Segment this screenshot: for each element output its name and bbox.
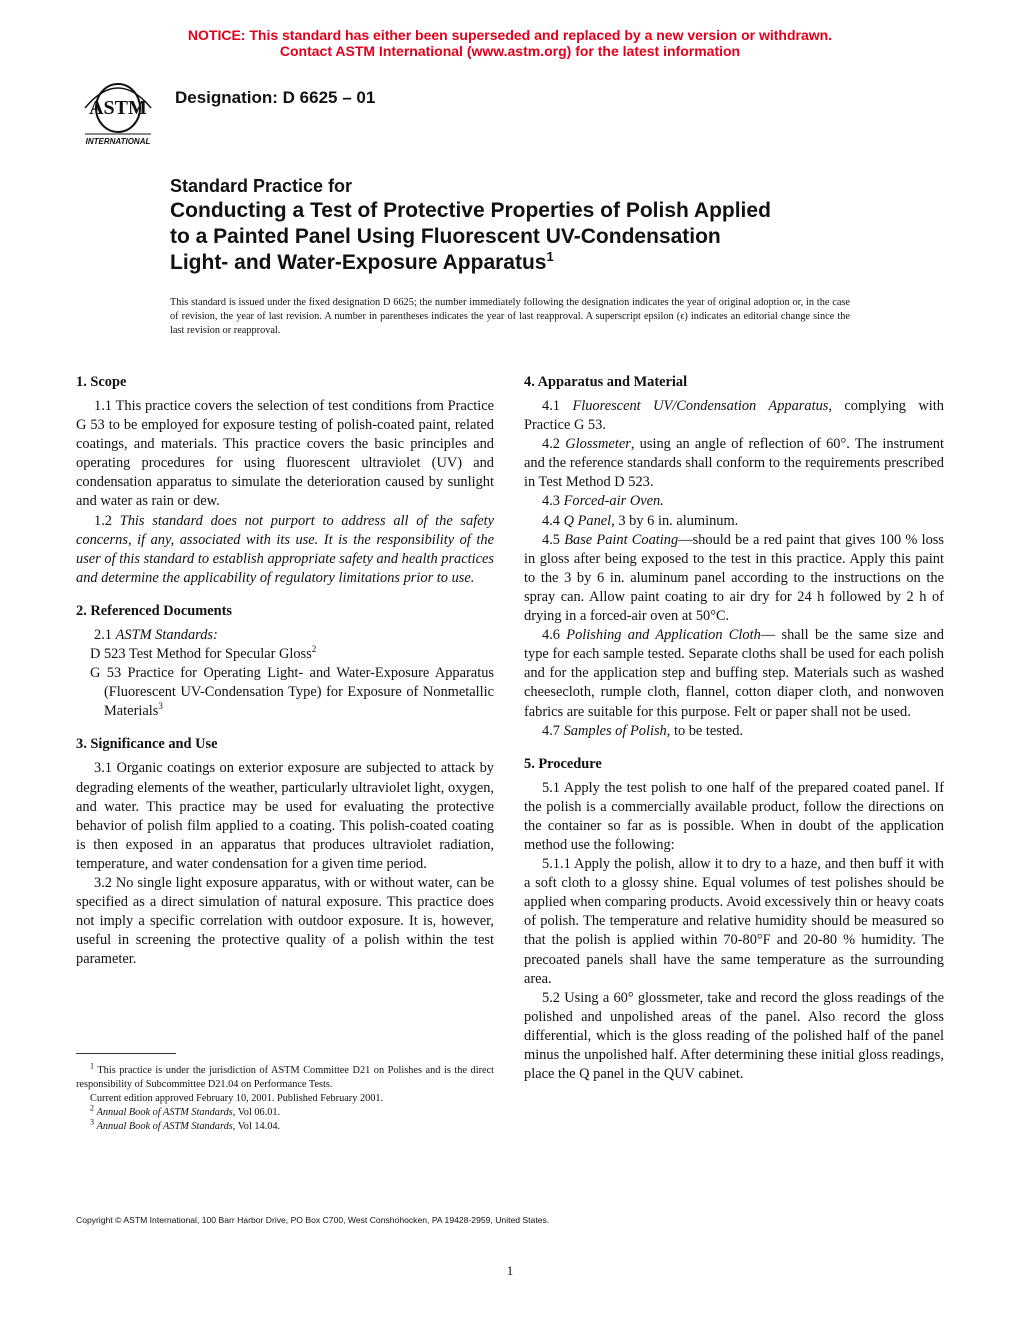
supersession-notice bbox=[0, 27, 1020, 59]
issuance-statement: This standard is issued under the fixed designation D 6625; the number immediately following the designation indicates the year of original adoption or, in the case of revision, the year of last revision. A number in parentheses indicates the year of last reapproval. A superscript epsilon (ϵ) indicates an editorial change since the last revision or reapproval. bbox=[170, 297, 850, 336]
footnote-divider bbox=[76, 1053, 176, 1054]
reference-g53: G 53 Practice for Operating Light- and Water-Exposure Apparatus (Fluorescent UV-Condensation Type) for Exposure of Nonmetallic Materials$^3$ bbox=[90, 665, 494, 720]
document-title bbox=[170, 174, 890, 276]
logo-text: ASTM bbox=[89, 97, 147, 119]
paragraph: 1.2 This standard does not purport to address all of the safety concerns, if any, associated with its use. It is the responsibility of the user of this standard to establish appropriate safety and health practices and determine the applicability of regulatory limitations prior to use. bbox=[76, 512, 494, 586]
paragraph: 4.5 Base Paint Coating—should be a red paint that gives 100 % loss in gloss after being exposed to the test in this practice. Apply this paint to the 3 by 6 in. aluminum panel according to the instructions on the spray can. Allow paint coating to air dry for 24 h followed by 2 h of drying in a forced-air oven at 50°C. bbox=[524, 531, 944, 625]
page-number: 1 bbox=[506, 1263, 514, 1278]
section-heading: 4. Apparatus and Material bbox=[524, 374, 688, 390]
notice-line-1: NOTICE: This standard has either been superseded and replaced by a new version or withdrawn. bbox=[187, 27, 833, 43]
section-scope bbox=[76, 372, 494, 588]
footnote-3: $^3$ Annual Book of ASTM Standards, Vol 14.04. bbox=[90, 1117, 281, 1132]
section-procedure bbox=[524, 754, 944, 1085]
title-line-1: Conducting a Test of Protective Properties of Polish Applied bbox=[170, 199, 771, 222]
paragraph: 4.1 Fluorescent UV/Condensation Apparatus, complying with Practice G 53. bbox=[524, 398, 944, 434]
footnote-1b: Current edition approved February 10, 2001. Published February 2001. bbox=[90, 1093, 384, 1104]
footnote-1: $^1$ This practice is under the jurisdiction of ASTM Committee D21 on Polishes and is the direct responsibility of Subcommittee D21.04 on Performance Tests. bbox=[76, 1061, 494, 1090]
paragraph: 1.1 This practice covers the selection of test conditions from Practice G 53 to be employed for exposure testing of polish-coated paint, related coatings, and materials. This practice covers the basic principles and operating procedures for using fluorescent ultraviolet (UV) and condensation apparatus to simulate the deterioration caused by sunlight and water as rain or dew. bbox=[76, 398, 494, 510]
footnote-2: $^2$ Annual Book of ASTM Standards, Vol 06.01. bbox=[90, 1103, 281, 1118]
paragraph: 4.4 Q Panel, 3 by 6 in. aluminum. bbox=[542, 512, 739, 529]
title-prefix: Standard Practice for bbox=[170, 176, 353, 196]
paragraph: 3.1 Organic coatings on exterior exposure are subjected to attack by degrading elements of the weather, particularly ultraviolet light, oxygen, and water. This practice may be used for evaluating the protective behavior of polish film applied to a coating. This polish-coated coating is then exposed in an apparatus that produces ultraviolet radiation, temperature, and water condensation for a given time period. bbox=[76, 760, 494, 872]
right-column bbox=[524, 372, 944, 1097]
paragraph: 4.2 Glossmeter, using an angle of reflection of 60°. The instrument and the reference standards shall conform to the requirements prescribed in Test Method D 523. bbox=[524, 436, 944, 491]
paragraph: 2.1 ASTM Standards: bbox=[94, 626, 218, 643]
section-heading: 2. Referenced Documents bbox=[76, 602, 232, 619]
paragraph: 5.2 Using a 60° glossmeter, take and record the gloss readings of the polished and unpolished areas of the panel. Also record the gloss differential, which is the gloss reading of the polished half of the panel minus the unpolished half. After determining these initial gloss readings, place the Q panel in the QUV cabinet. bbox=[524, 989, 944, 1083]
section-heading: 3. Significance and Use bbox=[76, 736, 218, 753]
section-referenced-documents bbox=[76, 601, 494, 721]
copyright-notice: Copyright © ASTM International, 100 Barr Harbor Drive, PO Box C700, West Conshohocken, PA 19428-2959, United States. bbox=[76, 1215, 550, 1225]
paragraph: 5.1 Apply the test polish to one half of the prepared coated panel. If the polish is a commercially available product, follow the directions on the container so far as is possible. When in doubt of the application method use the following: bbox=[524, 779, 944, 853]
section-heading: 1. Scope bbox=[76, 374, 127, 390]
left-column bbox=[76, 372, 494, 982]
reference-d523: D 523 Test Method for Specular Gloss$^2$ bbox=[90, 644, 317, 663]
paragraph: 3.2 No single light exposure apparatus, with or without water, can be specified as a direct simulation of natural exposure. This practice does not imply a specific correlation with outdoor exposure. It is, however, useful in screening the protective quality of a polish within the test parameter. bbox=[76, 874, 494, 968]
title-line-2: to a Painted Panel Using Fluorescent UV-Condensation bbox=[170, 225, 721, 248]
section-significance bbox=[76, 734, 494, 969]
section-apparatus bbox=[524, 372, 944, 741]
paragraph: 4.7 Samples of Polish, to be tested. bbox=[542, 722, 744, 739]
title-footnote-ref: 1 bbox=[546, 249, 554, 264]
paragraph: 4.3 Forced-air Oven. bbox=[542, 493, 664, 510]
section-heading: 5. Procedure bbox=[524, 755, 602, 772]
logo-subtext: INTERNATIONAL bbox=[85, 137, 151, 146]
astm-logo bbox=[77, 78, 159, 148]
paragraph: 4.6 Polishing and Application Cloth— shall be the same size and type for each sample tested. Separate cloths shall be used for each polish and for the application step and buffing step. Materials such as washed cheesecloth, rumple cloth, flannel, cotton diaper cloth, and nonwoven fabrics are suitable for this purpose. Felt or paper shall not be used. bbox=[524, 627, 944, 720]
title-line-3: Light- and Water-Exposure Apparatus$^1$ bbox=[170, 249, 554, 274]
designation: Designation: D 6625 – 01 bbox=[175, 88, 376, 107]
footnotes bbox=[76, 1061, 494, 1134]
paragraph: 5.1.1 Apply the polish, allow it to dry to a haze, and then buff it with a soft cloth to a glossy shine. Equal volumes of test polishes should be applied when comparing products. Avoid excessively thin or heavy coats of polish. The temperature and relative humidity should be measured so that the polish is applied within 70-80°F and 20-80 % humidity. The precoated panels shall have the same temperature as the surrounding area. bbox=[524, 856, 944, 987]
notice-line-2: Contact ASTM International (www.astm.org) for the latest information bbox=[279, 43, 741, 59]
